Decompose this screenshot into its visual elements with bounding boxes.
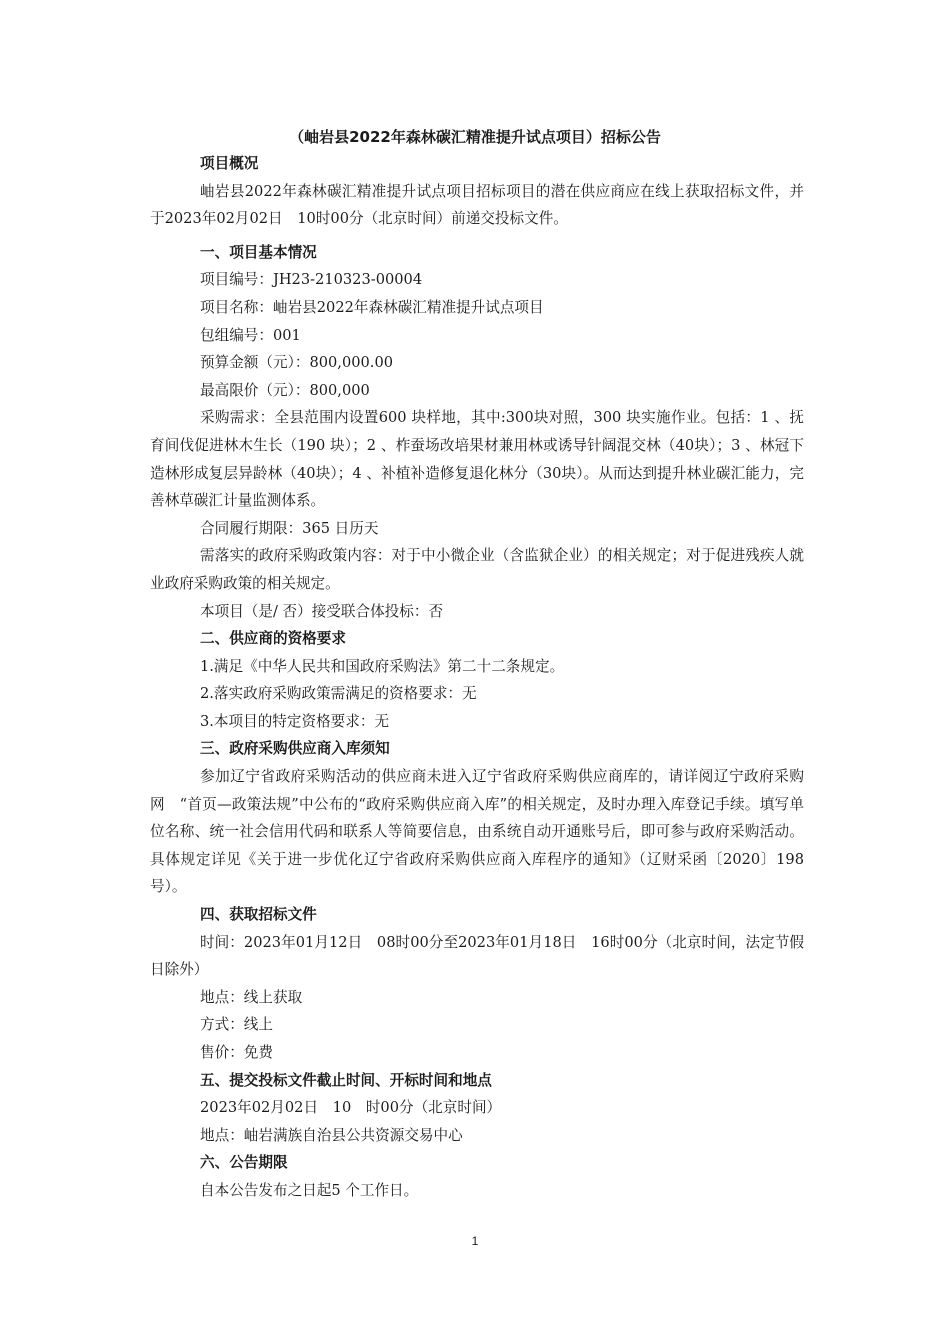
section6-heading: 六、公告期限 [200,1154,288,1172]
document-title: （岫岩县2022年森林碳汇精准提升试点项目）招标公告 [289,128,661,146]
obtain-method: 方式：线上 [200,1016,273,1034]
overview-text: 岫岩县2022年森林碳汇精准提升试点项目招标项目的潜在供应商应在线上获取招标文件，并于2023年02月02日 10时00分（北京时间）前递交投标文件。 [150,182,804,228]
deadline-time: 2023年02月02日 10 时00分（北京时间） [200,1099,502,1117]
project-name: 项目名称：岫岩县2022年森林碳汇精准提升试点项目 [200,298,544,316]
qualification-item: 1.满足《中华人民共和国政府采购法》第二十二条规定。 [200,657,565,675]
overview-heading: 项目概况 [200,155,259,172]
page-number: 1 [471,1234,479,1248]
section3-heading: 三、政府采购供应商入库须知 [200,740,390,758]
announcement-period: 自本公告发布之日起5 个工作日。 [200,1181,419,1199]
supplier-registration-text: 参加辽宁省政府采购活动的供应商未进入辽宁省政府采购供应商库的，请详阅辽宁政府采购网 “首页—政策法规”中公布的“政府采购供应商入库”的相关规定，及时办理入库登记手续。填写单位名称、统一社会信用代码和联系人等简要信息，由系统自动开通账号后，即可参与政府采购活动。具体规定详见《关于进一步优化辽宁省政府采购供应商入库程序的通知》（辽财采函〔2020〕198 号）。 [150,768,804,896]
consortium-bidding: 本项目（是/ 否）接受联合体投标：否 [200,602,444,620]
project-number: 项目编号：JH23-210323-00004 [200,271,423,289]
qualification-item: 2.落实政府采购政策需满足的资格要求：无 [200,685,477,703]
section4-heading: 四、获取招标文件 [200,906,317,924]
max-price: 最高限价（元）：800,000 [200,381,370,399]
section1-heading: 一、项目基本情况 [200,243,317,261]
budget-amount: 预算金额（元）：800,000.00 [200,354,394,372]
opening-place: 地点：岫岩满族自治县公共资源交易中心 [200,1126,463,1144]
procurement-demand: 采购需求：全县范围内设置600 块样地，其中:300块对照，300 块实施作业。包括：1 、抚育间伐促进林木生长（190 块）；2 、柞蚕场改培果材兼用林或诱导针阔混交林（40块）；3 、林冠下造林形成复层异龄林（40块）；4 、补植补造修复退化林分（30块）。从而达到提升林业碳汇能力，完善林草碳汇计量监测体系。 [150,409,804,510]
section2-heading: 二、供应商的资格要求 [200,630,346,648]
contract-period: 合同履行期限：365 日历天 [200,519,379,537]
document-price: 售价：免费 [200,1044,273,1061]
obtain-time: 时间：2023年01月12日 08时00分至2023年01月18日 16时00分（北京时间，法定节假日除外） [150,933,804,979]
section5-heading: 五、提交投标文件截止时间、开标时间和地点 [200,1071,492,1089]
procurement-policy: 需落实的政府采购政策内容：对于中小微企业（含监狱企业）的相关规定；对于促进残疾人就业政府采购政策的相关规定。 [150,547,804,592]
document-body [150,150,804,1205]
package-number: 包组编号：001 [200,326,301,344]
obtain-place: 地点：线上获取 [200,988,303,1006]
qualification-item: 3.本项目的特定资格要求：无 [200,712,390,730]
